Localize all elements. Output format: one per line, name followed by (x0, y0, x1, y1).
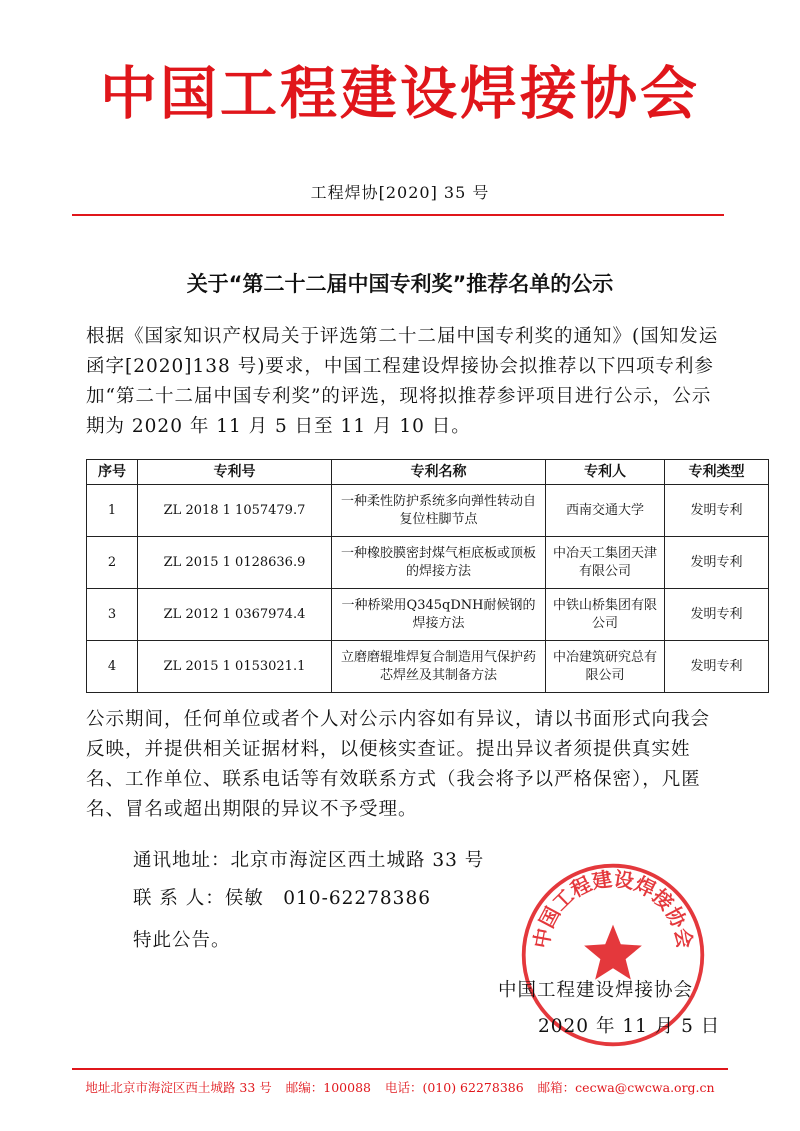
cell-holder: 中冶天工集团天津有限公司 (546, 537, 665, 589)
cell-no: 4 (87, 641, 138, 693)
cell-type: 发明专利 (665, 537, 769, 589)
col-header-patent-name: 专利名称 (332, 460, 546, 485)
cell-patent-name: 一种柔性防护系统多向弹性转动自复位柱脚节点 (332, 485, 546, 537)
seal-text: 中国工程建设焊接协会 (528, 866, 698, 951)
cell-type: 发明专利 (665, 485, 769, 537)
footer-postcode: 邮编：100088 (285, 1080, 371, 1095)
objection-paragraph: 公示期间，任何单位或者个人对公示内容如有异议，请以书面形式向我会反映，并提供相关证据材料，以便核实查证。提出异议者须提供真实姓名、工作单位、联系电话等有效联系方式（我会将予以严格保密），凡匿名、冒名或超出期限的异议不予受理。 (86, 709, 711, 820)
cell-holder: 中铁山桥集团有限公司 (546, 589, 665, 641)
cell-holder: 中冶建筑研究总有限公司 (546, 641, 665, 693)
table-row (87, 537, 769, 589)
cell-no: 1 (87, 485, 138, 537)
col-header-type: 专利类型 (665, 460, 769, 485)
cell-patent-no: ZL 2015 1 0128636.9 (138, 537, 332, 589)
col-header-no: 序号 (87, 460, 138, 485)
cell-patent-name: 一种桥梁用Q345qDNH耐候钢的焊接方法 (332, 589, 546, 641)
cell-patent-no: ZL 2018 1 1057479.7 (138, 485, 332, 537)
col-header-holder: 专利人 (546, 460, 665, 485)
contact-person: 联 系 人：侯敏 010-62278386 (133, 888, 431, 909)
footer-email: 邮箱：cecwa@cwcwa.org.cn (537, 1080, 715, 1095)
cell-holder: 西南交通大学 (546, 485, 665, 537)
footer-phone: 电话：(010) 62278386 (384, 1080, 524, 1095)
signature-org: 中国工程建设焊接协会 (498, 980, 694, 1001)
col-header-patent-no: 专利号 (138, 460, 332, 485)
patent-table (86, 459, 769, 693)
contact-address: 通讯地址：北京市海淀区西土城路 33 号 (133, 850, 485, 871)
cell-no: 3 (87, 589, 138, 641)
closing-remark: 特此公告。 (133, 930, 231, 951)
header-divider (72, 214, 724, 216)
table-row (87, 589, 769, 641)
footer-address: 地址北京市海淀区西土城路 33 号 (85, 1080, 272, 1095)
document-number: 工程焊协[2020] 35 号 (310, 183, 490, 202)
table-row (87, 641, 769, 693)
cell-type: 发明专利 (665, 641, 769, 693)
intro-paragraph: 根据《国家知识产权局关于评选第二十二届中国专利奖的通知》(国知发运函字[2020]138 号)要求，中国工程建设焊接协会拟推荐以下四项专利参加“第二十二届中国专利奖”的评选，现将拟推荐参评项目进行公示，公示期为 2020 年 11 月 5 日至 11 月 10 日。 (86, 326, 719, 437)
cell-no: 2 (87, 537, 138, 589)
org-header-title: 中国工程建设焊接协会 (100, 61, 700, 127)
signature-date: 2020 年 11 月 5 日 (538, 1016, 721, 1037)
table-header-row (87, 460, 769, 485)
cell-patent-name: 立磨磨辊堆焊复合制造用气保护药芯焊丝及其制备方法 (332, 641, 546, 693)
table-row (87, 485, 769, 537)
cell-patent-no: ZL 2015 1 0153021.1 (138, 641, 332, 693)
footer (0, 1078, 800, 1096)
document-title: 关于“第二十二届中国专利奖”推荐名单的公示 (186, 272, 614, 296)
cell-patent-no: ZL 2012 1 0367974.4 (138, 589, 332, 641)
cell-patent-name: 一种橡胶膜密封煤气柜底板或顶板的焊接方法 (332, 537, 546, 589)
cell-type: 发明专利 (665, 589, 769, 641)
footer-divider (72, 1068, 728, 1070)
